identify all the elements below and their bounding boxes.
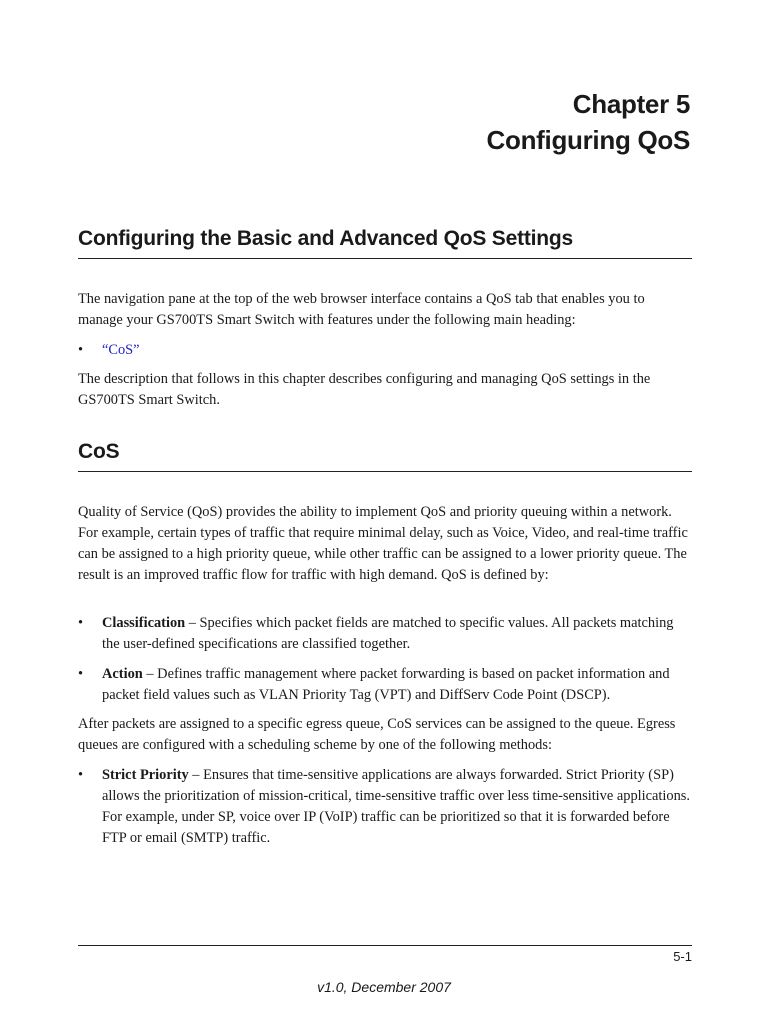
term-description: – Defines traffic management where packet forwarding is based on packet information and packet field values such as VLAN Priority Tag (VPT) and DiffServ Code Point (DSCP). — [102, 666, 670, 703]
section-heading-basic-advanced: Configuring the Basic and Advanced QoS Settings — [78, 225, 692, 259]
list-item-classification — [78, 613, 692, 655]
chapter-header — [487, 86, 690, 158]
list-item-text — [102, 613, 692, 655]
term-strict-priority: Strict Priority — [102, 767, 189, 783]
page-number: 5-1 — [673, 949, 692, 964]
version-footer: v1.0, December 2007 — [317, 979, 451, 995]
intro-paragraph: The navigation pane at the top of the web browser interface contains a QoS tab that enables you to manage your GS700TS Smart Switch with features under the following main heading: — [78, 291, 645, 328]
term-description: – Specifies which packet fields are matched to specific values. All packets matching the user-defined specifications are classified together. — [102, 615, 674, 652]
cos-intro-paragraph: Quality of Service (QoS) provides the ability to implement QoS and priority queuing within a network. For example, certain types of traffic that require minimal delay, such as Voice, Video, and real-time traffic can be assigned to a high priority queue, while other traffic can be assigned to a lower priority queue. The result is an improved traffic flow for traffic with high demand. QoS is defined by: — [78, 504, 688, 583]
cos-cross-reference-link[interactable]: “CoS” — [102, 342, 140, 358]
chapter-number: Chapter 5 — [572, 89, 690, 119]
term-classification: Classification — [102, 615, 186, 631]
section-heading-cos: CoS — [78, 438, 692, 472]
egress-queue-paragraph: After packets are assigned to a specific egress queue, CoS services can be assigned to the queue. Egress queues are configured with a scheduling scheme by one of the following methods: — [78, 716, 676, 753]
footer-divider — [78, 945, 692, 946]
list-item-strict-priority — [78, 765, 692, 849]
term-action: Action — [102, 666, 143, 682]
term-description: – Ensures that time-sensitive applications are always forwarded. Strict Priority (SP) allows the prioritization of mission-critical, time-sensitive traffic over less time-sensitive applications. For example, under SP, voice over IP (VoIP) traffic can be prioritized so that it is forwarded before FTP or email (SMTP) traffic. — [102, 767, 690, 846]
bullet-marker: • — [78, 615, 84, 631]
list-item-action — [78, 664, 692, 706]
bullet-marker: • — [78, 342, 84, 358]
list-item-text — [102, 765, 692, 849]
bullet-marker: • — [78, 767, 84, 783]
bullet-marker: • — [78, 666, 84, 682]
list-item-text — [102, 664, 692, 706]
chapter-description-paragraph: The description that follows in this chapter describes configuring and managing QoS settings in the GS700TS Smart Switch. — [78, 371, 651, 408]
heading-list-item — [78, 340, 692, 361]
chapter-title: Configuring QoS — [486, 125, 690, 155]
